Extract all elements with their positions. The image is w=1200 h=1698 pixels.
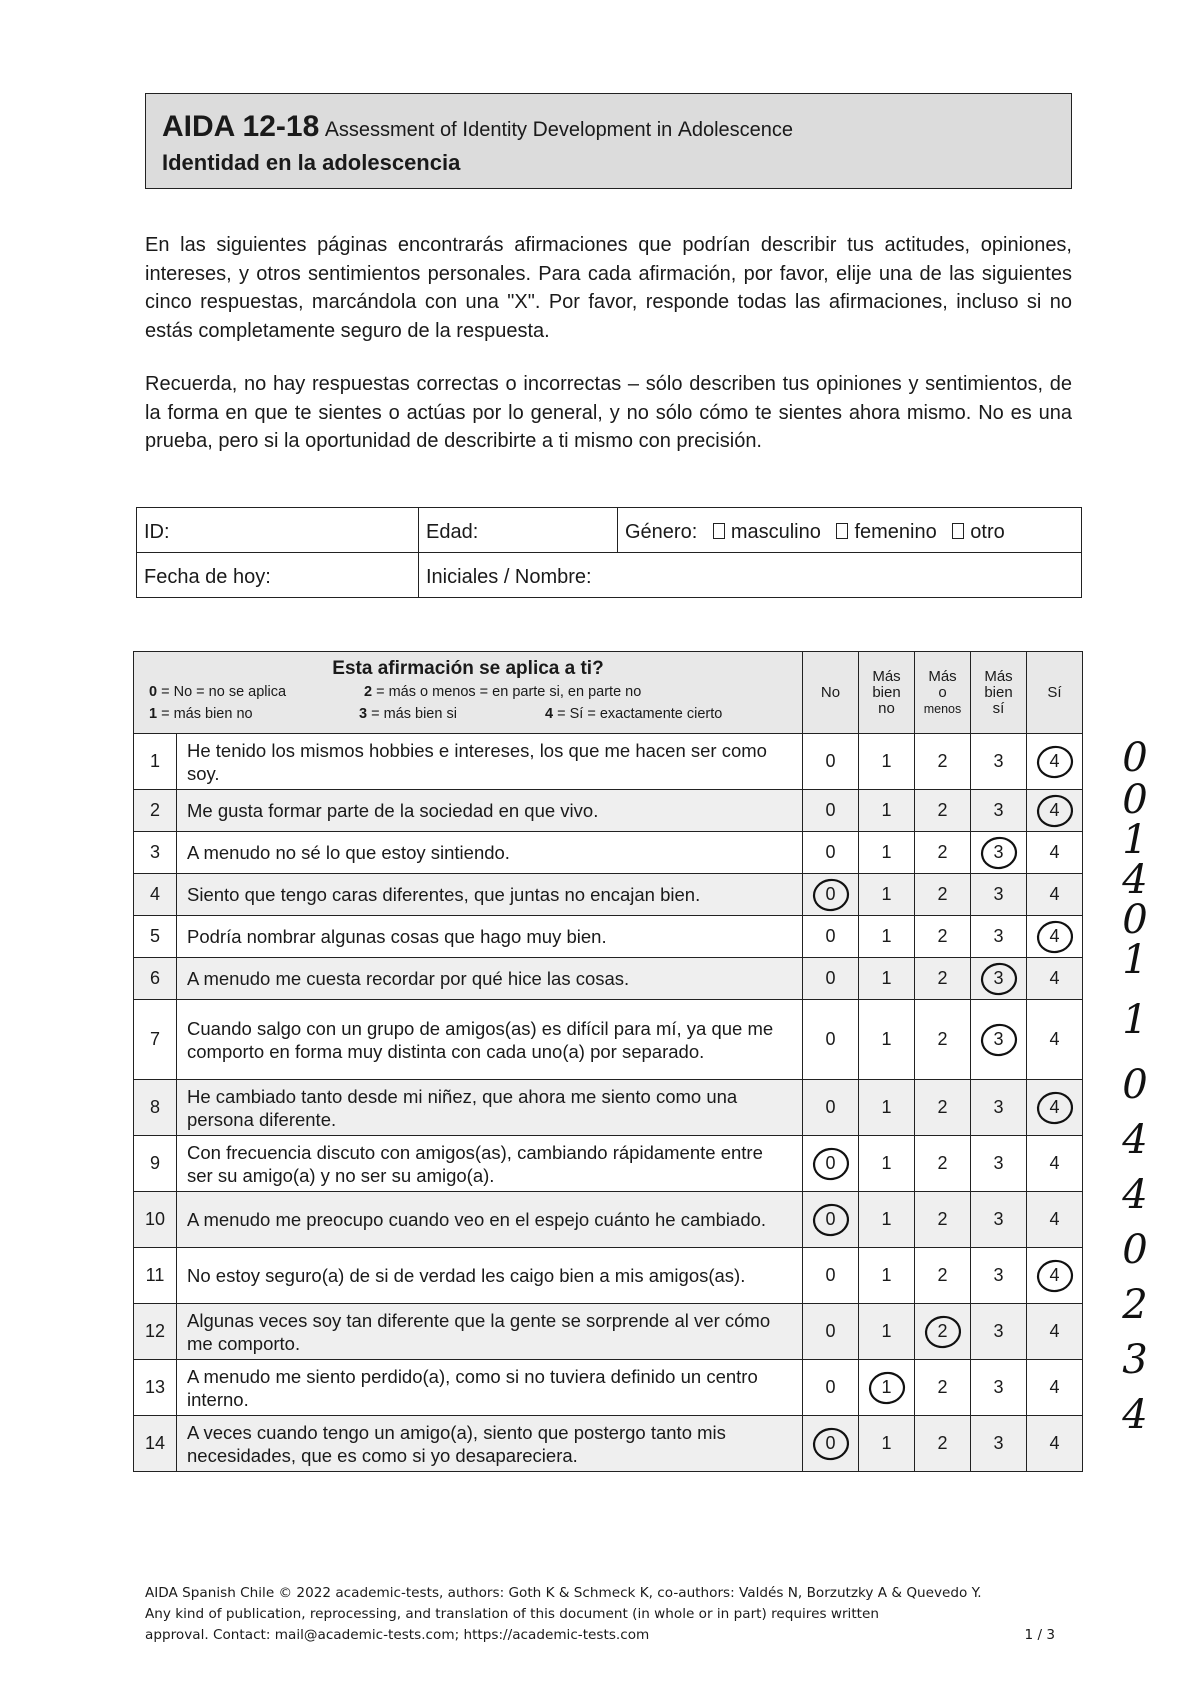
option-value: 4 xyxy=(1049,968,1060,988)
survey-item-row xyxy=(134,790,1083,832)
response-option-0[interactable] xyxy=(803,1304,859,1360)
response-option-2[interactable] xyxy=(915,916,971,958)
option-value: 3 xyxy=(993,1209,1004,1229)
gender-checkbox-masculino[interactable] xyxy=(713,523,725,539)
survey-item-row xyxy=(134,734,1083,790)
item-number: 9 xyxy=(134,1136,177,1192)
response-option-2[interactable] xyxy=(915,1000,971,1080)
survey-table xyxy=(133,651,1083,1472)
survey-item-row xyxy=(134,1416,1083,1472)
option-value: 4 xyxy=(1049,1433,1060,1453)
survey-item-row xyxy=(134,1136,1083,1192)
intro-paragraph-1: En las siguientes páginas encontrarás afirmaciones que podrían describir tus actitudes, opiniones, intereses, y otros sentimientos personales. Para cada afirmación, por favor, elije una de las siguientes cinco respuestas, marcándola con una "X". Por favor, responde todas las afirmaciones, incluso si no estás completamente seguro de la respuesta. xyxy=(145,234,1072,342)
option-value: 1 xyxy=(881,1377,892,1397)
handwritten-score: 4 xyxy=(1122,1117,1148,1163)
option-value: 0 xyxy=(825,884,836,904)
response-option-0[interactable] xyxy=(803,1080,859,1136)
option-value: 4 xyxy=(1049,1029,1060,1049)
response-option-1[interactable] xyxy=(859,958,915,1000)
option-value: 2 xyxy=(937,751,948,771)
intro-paragraph-2: Recuerda, no hay respuestas correctas o incorrectas – sólo describen tus opiniones y sentimientos, de la forma en que te sientes o actúas por lo general, y no sólo cómo te sientes ahora mismo. No es una prueba, pero si la oportunidad de describirte a ti mismo con precisión. xyxy=(145,373,1072,452)
gender-option-label: femenino xyxy=(854,520,937,543)
id-field[interactable] xyxy=(137,508,419,553)
option-value: 3 xyxy=(993,800,1004,820)
response-option-4[interactable] xyxy=(1027,1360,1083,1416)
option-value: 2 xyxy=(937,1377,948,1397)
option-value: 2 xyxy=(937,1321,948,1341)
response-option-1[interactable] xyxy=(859,1000,915,1080)
option-value: 3 xyxy=(993,1265,1004,1285)
handwritten-score: 1 xyxy=(1122,817,1148,863)
item-number: 10 xyxy=(134,1192,177,1248)
survey-item-row xyxy=(134,832,1083,874)
gender-field xyxy=(618,508,1082,553)
response-option-4[interactable] xyxy=(1027,874,1083,916)
response-option-2[interactable] xyxy=(915,1192,971,1248)
option-value: 3 xyxy=(993,1377,1004,1397)
option-value: 3 xyxy=(993,1029,1004,1049)
response-option-3[interactable] xyxy=(971,734,1027,790)
gender-option-label: otro xyxy=(970,520,1005,543)
handwritten-score: 0 xyxy=(1122,735,1148,781)
legend-key: 2 xyxy=(364,684,373,700)
gender-checkbox-femenino[interactable] xyxy=(836,523,848,539)
item-statement: A menudo me cuesta recordar por qué hice las cosas. xyxy=(177,958,803,1000)
response-option-4[interactable] xyxy=(1027,832,1083,874)
response-option-0[interactable] xyxy=(803,1248,859,1304)
response-option-2[interactable] xyxy=(915,790,971,832)
response-option-2[interactable] xyxy=(915,1304,971,1360)
item-statement: A veces cuando tengo un amigo(a), siento que postergo tanto mis necesidades, que es como si yo desapareciera. xyxy=(177,1416,803,1472)
survey-item-row xyxy=(134,958,1083,1000)
option-value: 2 xyxy=(937,800,948,820)
item-number: 3 xyxy=(134,832,177,874)
gender-label: Género: xyxy=(625,520,698,543)
response-option-4[interactable] xyxy=(1027,734,1083,790)
response-option-0[interactable] xyxy=(803,958,859,1000)
response-option-0[interactable] xyxy=(803,1360,859,1416)
response-option-3[interactable] xyxy=(971,1080,1027,1136)
subtitle-part: dentity xyxy=(468,119,533,141)
legend-key: 3 xyxy=(359,706,368,722)
option-value: 0 xyxy=(825,1209,836,1229)
option-value: 2 xyxy=(937,1265,948,1285)
option-value: 0 xyxy=(825,1377,836,1397)
response-option-0[interactable] xyxy=(803,832,859,874)
option-value: 3 xyxy=(993,926,1004,946)
survey-item-row xyxy=(134,874,1083,916)
option-value: 2 xyxy=(937,1433,948,1453)
legend-text: = Sí = exactamente cierto xyxy=(553,706,723,722)
respondent-info-table xyxy=(136,507,1082,598)
response-option-3[interactable] xyxy=(971,874,1027,916)
response-option-4[interactable] xyxy=(1027,1304,1083,1360)
response-option-2[interactable] xyxy=(915,734,971,790)
option-value: 3 xyxy=(993,968,1004,988)
name-label: Iniciales / Nombre: xyxy=(426,565,592,588)
form-code: AIDA 12-18 xyxy=(162,110,320,143)
subtitle-cap: A xyxy=(324,118,339,141)
option-value: 4 xyxy=(1049,1377,1060,1397)
legend-text: = más bien si xyxy=(367,706,457,722)
response-option-0[interactable] xyxy=(803,874,859,916)
item-number: 2 xyxy=(134,790,177,832)
option-value: 0 xyxy=(825,842,836,862)
option-value: 4 xyxy=(1049,751,1060,771)
option-value: 1 xyxy=(881,926,892,946)
survey-item-row xyxy=(134,1248,1083,1304)
handwritten-score: 3 xyxy=(1122,1337,1148,1383)
response-option-0[interactable] xyxy=(803,790,859,832)
response-option-1[interactable] xyxy=(859,1416,915,1472)
item-statement: Podría nombrar algunas cosas que hago muy bien. xyxy=(177,916,803,958)
option-value: 0 xyxy=(825,800,836,820)
option-value: 3 xyxy=(993,1097,1004,1117)
handwritten-score: 1 xyxy=(1122,937,1148,983)
item-number: 12 xyxy=(134,1304,177,1360)
column-header-mas-bien-si: Más bien sí xyxy=(971,652,1027,734)
response-option-4[interactable] xyxy=(1027,916,1083,958)
option-value: 3 xyxy=(993,884,1004,904)
option-value: 0 xyxy=(825,1097,836,1117)
response-option-2[interactable] xyxy=(915,1136,971,1192)
item-statement: Algunas veces soy tan diferente que la gente se sorprende al ver cómo me comporto. xyxy=(177,1304,803,1360)
response-option-0[interactable] xyxy=(803,916,859,958)
response-option-3[interactable] xyxy=(971,790,1027,832)
item-number: 1 xyxy=(134,734,177,790)
response-option-3[interactable] xyxy=(971,1000,1027,1080)
option-value: 0 xyxy=(825,968,836,988)
item-statement: No estoy seguro(a) de si de verdad les caigo bien a mis amigos(as). xyxy=(177,1248,803,1304)
item-statement: He tenido los mismos hobbies e intereses, los que me hacen ser como soy. xyxy=(177,734,803,790)
form-title-spanish: Identidad en la adolescencia xyxy=(162,150,461,175)
option-value: 2 xyxy=(937,968,948,988)
option-value: 2 xyxy=(937,1097,948,1117)
response-option-3[interactable] xyxy=(971,1416,1027,1472)
handwritten-score: 0 xyxy=(1122,1062,1148,1108)
survey-item-row xyxy=(134,1360,1083,1416)
survey-item-row xyxy=(134,1304,1083,1360)
option-value: 1 xyxy=(881,1029,892,1049)
response-option-3[interactable] xyxy=(971,916,1027,958)
item-statement: A menudo no sé lo que estoy sintiendo. xyxy=(177,832,803,874)
legend-key: 0 xyxy=(149,684,158,700)
option-value: 1 xyxy=(881,1153,892,1173)
age-field[interactable] xyxy=(419,508,618,553)
option-value: 2 xyxy=(937,1153,948,1173)
option-value: 2 xyxy=(937,1029,948,1049)
item-statement: Con frecuencia discuto con amigos(as), cambiando rápidamente entre ser su amigo(a) y no ser su amigo(a). xyxy=(177,1136,803,1192)
option-value: 4 xyxy=(1049,800,1060,820)
item-number: 5 xyxy=(134,916,177,958)
footer xyxy=(145,1583,1065,1646)
option-value: 0 xyxy=(825,1433,836,1453)
handwritten-score: 0 xyxy=(1122,897,1148,943)
response-option-1[interactable] xyxy=(859,832,915,874)
option-value: 4 xyxy=(1049,884,1060,904)
option-value: 1 xyxy=(881,1433,892,1453)
response-option-2[interactable] xyxy=(915,958,971,1000)
response-option-4[interactable] xyxy=(1027,1192,1083,1248)
option-value: 1 xyxy=(881,751,892,771)
item-statement: Siento que tengo caras diferentes, que juntas no encajan bien. xyxy=(177,874,803,916)
response-option-1[interactable] xyxy=(859,1360,915,1416)
response-option-3[interactable] xyxy=(971,1192,1027,1248)
legend-key: 1 xyxy=(149,706,158,722)
option-value: 0 xyxy=(825,926,836,946)
response-option-0[interactable] xyxy=(803,1416,859,1472)
handwritten-score: 2 xyxy=(1122,1282,1148,1328)
option-value: 1 xyxy=(881,800,892,820)
handwritten-score: 4 xyxy=(1122,1172,1148,1218)
id-label: ID: xyxy=(144,520,170,543)
response-option-3[interactable] xyxy=(971,832,1027,874)
form-header xyxy=(145,93,1072,189)
option-value: 4 xyxy=(1049,926,1060,946)
option-value: 4 xyxy=(1049,1321,1060,1341)
survey-question-header xyxy=(134,652,803,734)
option-value: 0 xyxy=(825,751,836,771)
option-value: 3 xyxy=(993,1433,1004,1453)
option-value: 2 xyxy=(937,884,948,904)
handwritten-score: 0 xyxy=(1122,1227,1148,1273)
item-number: 7 xyxy=(134,1000,177,1080)
column-header-si: Sí xyxy=(1027,652,1083,734)
response-option-2[interactable] xyxy=(915,1360,971,1416)
option-value: 4 xyxy=(1049,1153,1060,1173)
item-number: 11 xyxy=(134,1248,177,1304)
option-value: 1 xyxy=(881,1265,892,1285)
subtitle-part: evelopment in xyxy=(547,119,678,141)
response-option-0[interactable] xyxy=(803,1000,859,1080)
footer-copyright: AIDA Spanish Chile © 2022 academic-tests, authors: Goth K & Schmeck K, co-authors: Valdés N, Borzutzky A & Quevedo Y. xyxy=(145,1585,982,1601)
response-option-1[interactable] xyxy=(859,874,915,916)
option-value: 1 xyxy=(881,968,892,988)
column-header-mas-o-menos: Más o menos xyxy=(915,652,971,734)
response-option-2[interactable] xyxy=(915,1080,971,1136)
handwritten-score: 4 xyxy=(1122,857,1148,903)
column-header-no: No xyxy=(803,652,859,734)
item-statement: A menudo me preocupo cuando veo en el espejo cuánto he cambiado. xyxy=(177,1192,803,1248)
handwritten-score: 0 xyxy=(1122,777,1148,823)
response-option-1[interactable] xyxy=(859,1304,915,1360)
response-option-4[interactable] xyxy=(1027,958,1083,1000)
response-option-1[interactable] xyxy=(859,1192,915,1248)
page-number: 1 / 3 xyxy=(1024,1627,1055,1643)
response-option-1[interactable] xyxy=(859,1248,915,1304)
item-number: 6 xyxy=(134,958,177,1000)
response-option-4[interactable] xyxy=(1027,790,1083,832)
legend-text: = más o menos = en parte si, en parte no xyxy=(372,684,642,700)
option-value: 4 xyxy=(1049,1209,1060,1229)
response-option-4[interactable] xyxy=(1027,1136,1083,1192)
scale-legend xyxy=(134,684,802,728)
response-option-1[interactable] xyxy=(859,1136,915,1192)
item-number: 14 xyxy=(134,1416,177,1472)
option-value: 1 xyxy=(881,1209,892,1229)
response-option-4[interactable] xyxy=(1027,1416,1083,1472)
option-value: 2 xyxy=(937,926,948,946)
response-option-1[interactable] xyxy=(859,734,915,790)
footer-notice: Any kind of publication, reprocessing, and translation of this document (in whole or in part) requires written xyxy=(145,1606,879,1622)
option-value: 2 xyxy=(937,1209,948,1229)
option-value: 4 xyxy=(1049,1265,1060,1285)
response-option-2[interactable] xyxy=(915,1248,971,1304)
subtitle-cap: A xyxy=(677,118,692,141)
option-value: 4 xyxy=(1049,1097,1060,1117)
survey-item-row xyxy=(134,916,1083,958)
survey-question: Esta afirmación se aplica a ti? xyxy=(332,658,604,679)
option-value: 1 xyxy=(881,842,892,862)
column-header-mas-bien-no: Más bien no xyxy=(859,652,915,734)
date-label: Fecha de hoy: xyxy=(144,565,271,588)
option-value: 2 xyxy=(937,842,948,862)
legend-text: = No = no se aplica xyxy=(157,684,287,700)
option-value: 0 xyxy=(825,1153,836,1173)
response-option-2[interactable] xyxy=(915,1416,971,1472)
response-option-2[interactable] xyxy=(915,832,971,874)
option-value: 1 xyxy=(881,1321,892,1341)
response-option-2[interactable] xyxy=(915,874,971,916)
response-option-3[interactable] xyxy=(971,1304,1027,1360)
response-option-1[interactable] xyxy=(859,1080,915,1136)
option-value: 3 xyxy=(993,1321,1004,1341)
item-number: 8 xyxy=(134,1080,177,1136)
option-value: 0 xyxy=(825,1029,836,1049)
response-option-0[interactable] xyxy=(803,734,859,790)
option-value: 0 xyxy=(825,1321,836,1341)
age-label: Edad: xyxy=(426,520,479,543)
subtitle-part: dolescence xyxy=(691,119,794,141)
form-title-line xyxy=(162,110,1071,144)
option-value: 3 xyxy=(993,1153,1004,1173)
response-option-0[interactable] xyxy=(803,1192,859,1248)
response-option-3[interactable] xyxy=(971,1136,1027,1192)
legend-text: = más bien no xyxy=(157,706,253,722)
survey-item-row xyxy=(134,1080,1083,1136)
item-statement: He cambiado tanto desde mi niñez, que ahora me siento como una persona diferente. xyxy=(177,1080,803,1136)
response-option-3[interactable] xyxy=(971,1360,1027,1416)
response-option-0[interactable] xyxy=(803,1136,859,1192)
response-option-4[interactable] xyxy=(1027,1000,1083,1080)
response-option-4[interactable] xyxy=(1027,1080,1083,1136)
response-option-3[interactable] xyxy=(971,1248,1027,1304)
handwritten-score: 1 xyxy=(1122,997,1148,1043)
item-statement: Cuando salgo con un grupo de amigos(as) es difícil para mí, ya que me comporto en forma muy distinta con cada uno(a) por separado. xyxy=(177,1000,803,1080)
item-number: 4 xyxy=(134,874,177,916)
date-field[interactable] xyxy=(137,553,419,598)
option-value: 4 xyxy=(1049,842,1060,862)
response-option-4[interactable] xyxy=(1027,1248,1083,1304)
subtitle-cap: I xyxy=(462,118,469,141)
item-number: 13 xyxy=(134,1360,177,1416)
option-value: 0 xyxy=(825,1265,836,1285)
survey-item-row xyxy=(134,1000,1083,1080)
survey-item-row xyxy=(134,1192,1083,1248)
footer-contact: approval. Contact: mail@academic-tests.com; https://academic-tests.com xyxy=(145,1627,650,1643)
gender-checkbox-otro[interactable] xyxy=(952,523,964,539)
subtitle-cap: D xyxy=(532,118,548,141)
name-field[interactable] xyxy=(419,553,1082,598)
option-value: 1 xyxy=(881,1097,892,1117)
gender-option-label: masculino xyxy=(730,520,821,543)
option-value: 1 xyxy=(881,884,892,904)
item-statement: A menudo me siento perdido(a), como si no tuviera definido un centro interno. xyxy=(177,1360,803,1416)
handwritten-score: 4 xyxy=(1122,1392,1148,1438)
legend-key: 4 xyxy=(545,706,554,722)
response-option-1[interactable] xyxy=(859,916,915,958)
item-statement: Me gusta formar parte de la sociedad en que vivo. xyxy=(177,790,803,832)
subtitle-part: ssessment of xyxy=(338,119,463,141)
option-value: 3 xyxy=(993,751,1004,771)
response-option-3[interactable] xyxy=(971,958,1027,1000)
option-value: 3 xyxy=(993,842,1004,862)
response-option-1[interactable] xyxy=(859,790,915,832)
